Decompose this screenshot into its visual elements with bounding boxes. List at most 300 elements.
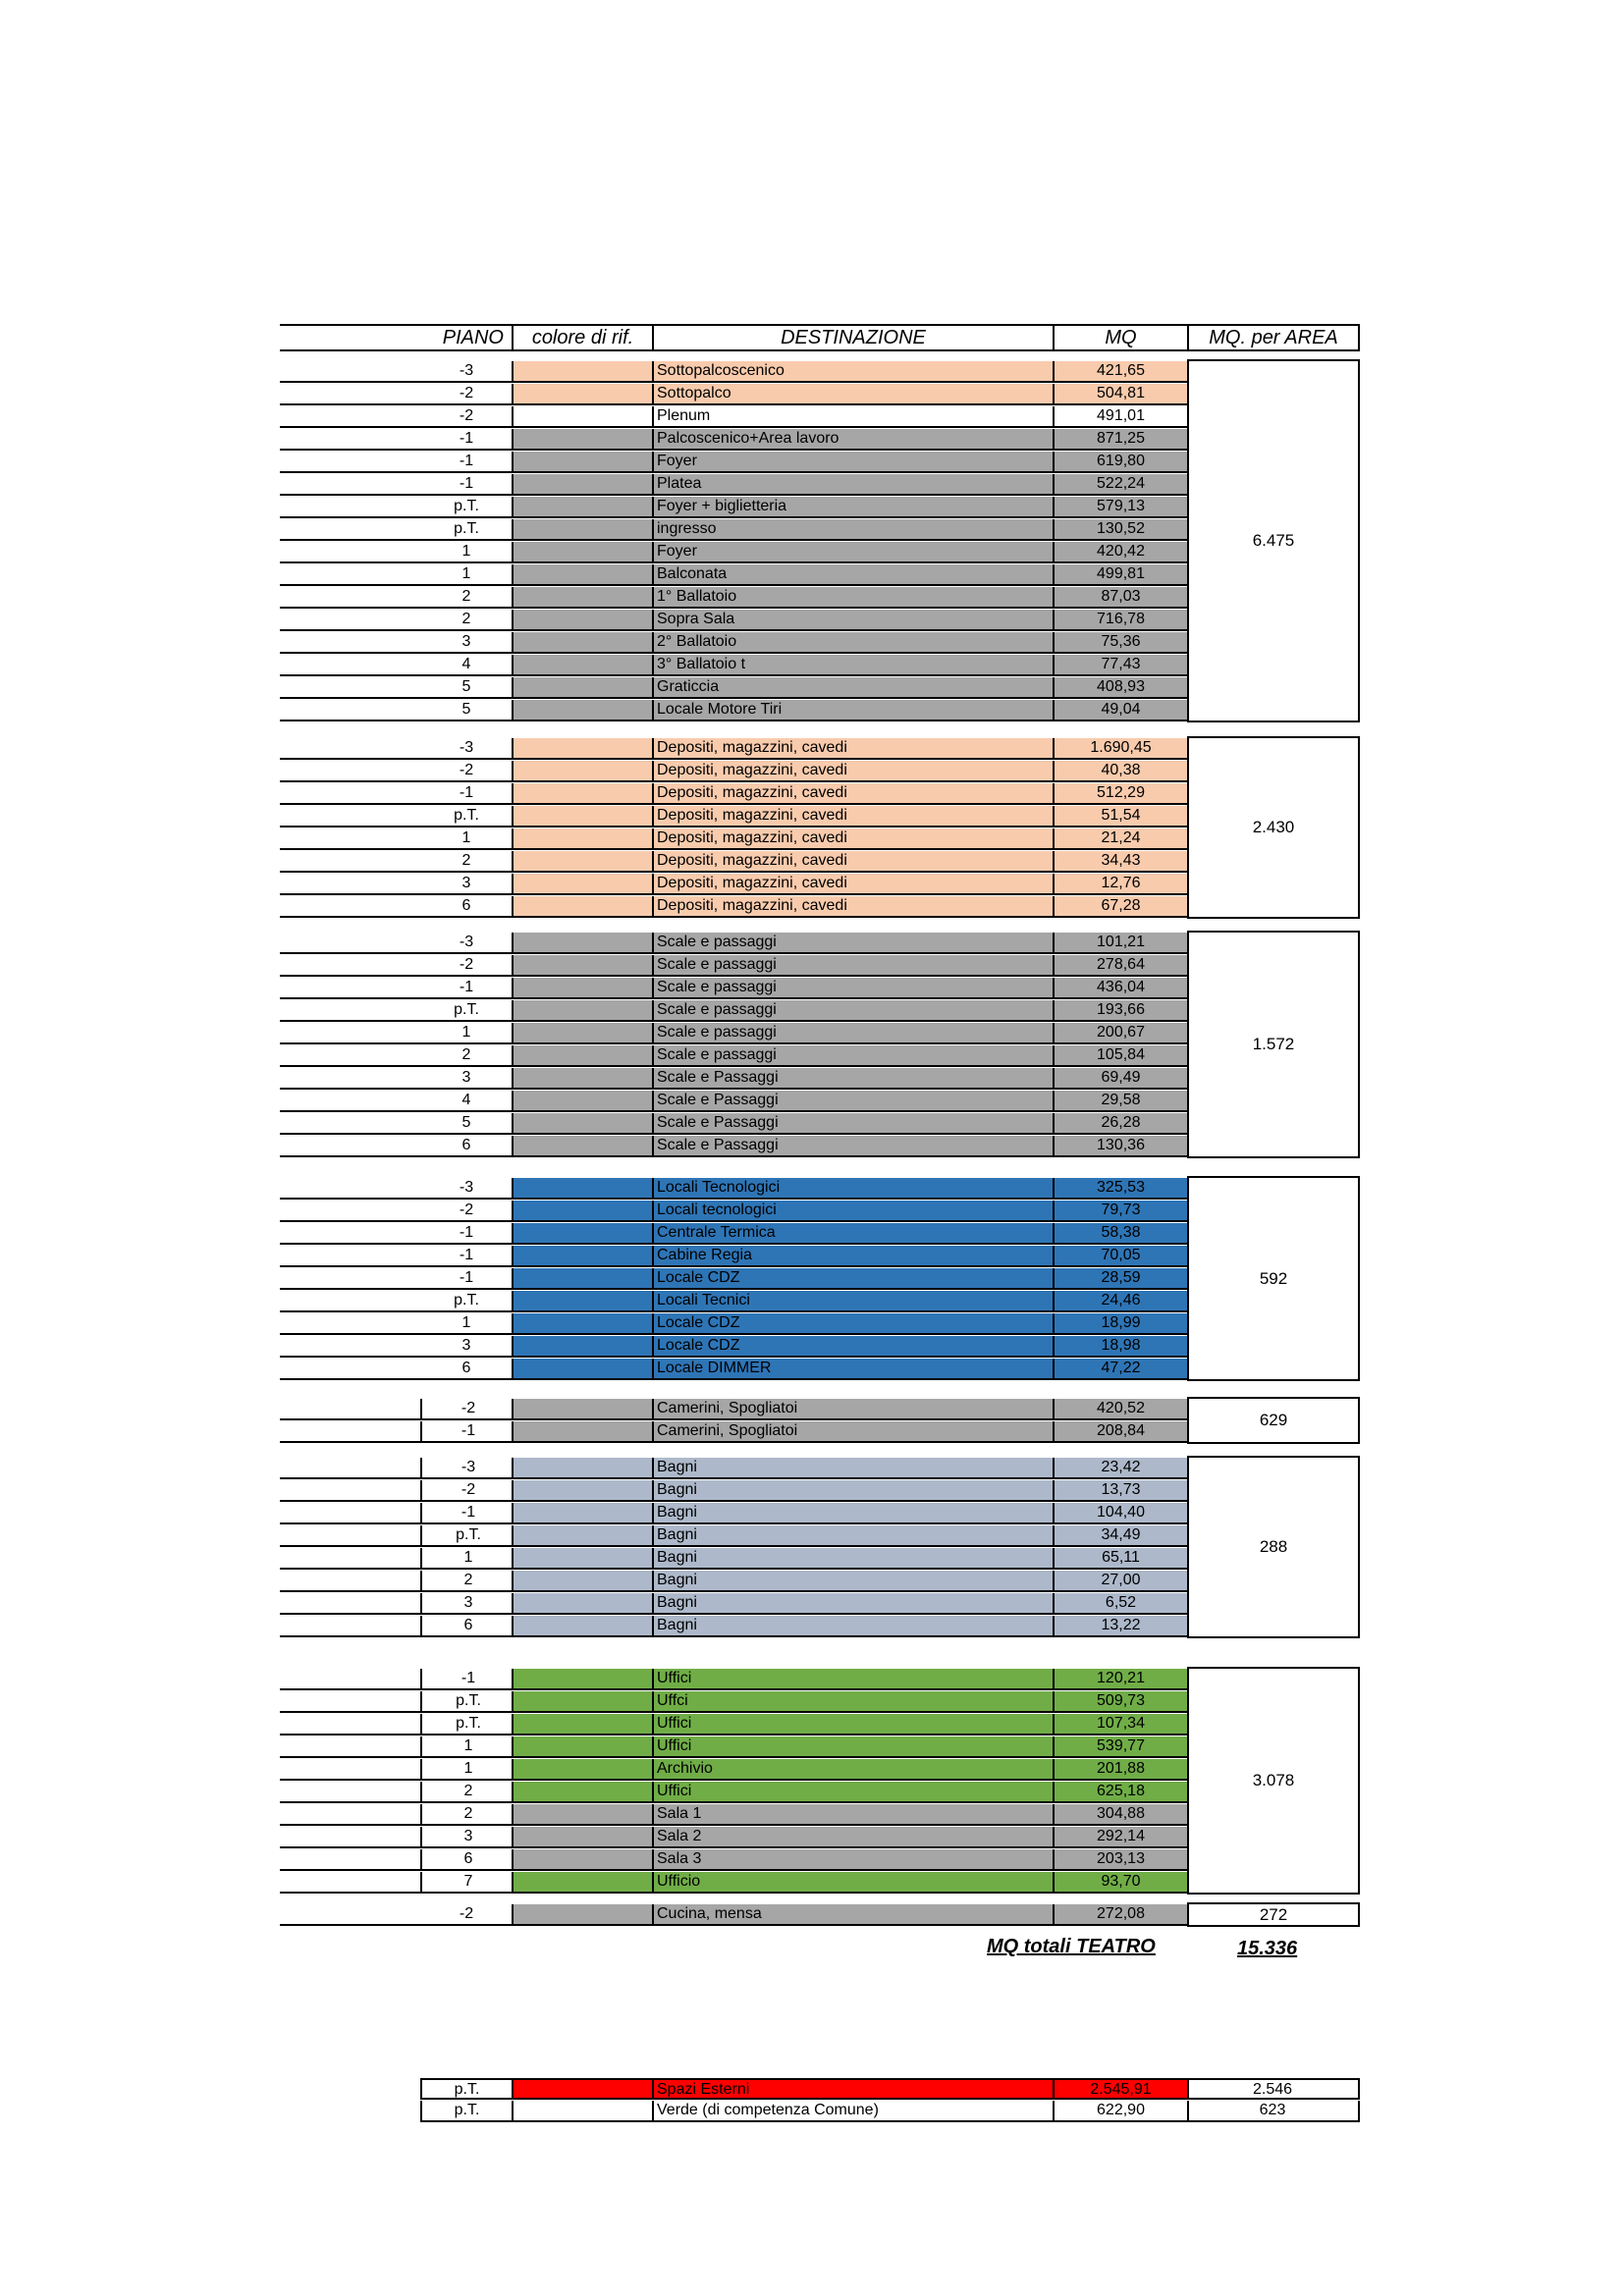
piano-cell — [280, 610, 512, 631]
area-total: 1.572 — [1187, 931, 1360, 1158]
piano-value: -2 — [459, 385, 474, 401]
piano-value: 2 — [461, 611, 471, 627]
mq-cell: 436,04 — [1053, 978, 1189, 999]
color-swatch — [512, 1503, 654, 1524]
piano-cell — [280, 384, 512, 405]
piano-cell — [280, 429, 512, 451]
color-swatch — [512, 519, 654, 541]
destination-cell: Sottopalco — [652, 384, 1055, 405]
color-swatch — [512, 933, 654, 954]
color-swatch — [512, 1525, 654, 1547]
piano-value: 2 — [461, 588, 471, 605]
destination-cell: Scale e passaggi — [652, 933, 1055, 954]
piano-cell — [280, 761, 512, 782]
mq-cell: 67,28 — [1053, 896, 1189, 918]
area-total: 6.475 — [1187, 359, 1360, 722]
piano-value: -3 — [459, 934, 474, 950]
piano-cell — [280, 851, 512, 873]
color-swatch — [512, 1113, 654, 1135]
piano-value: 1 — [461, 829, 471, 846]
piano-value: -2 — [459, 1905, 474, 1922]
piano-cell — [280, 1068, 512, 1090]
area-total: 3.078 — [1187, 1667, 1360, 1895]
destination-cell: Spazi Esterni — [652, 2078, 1055, 2100]
mq-cell: 120,21 — [1053, 1669, 1189, 1690]
destination-cell: Sala 2 — [652, 1827, 1055, 1848]
mq-cell: 70,05 — [1053, 1246, 1189, 1267]
color-swatch — [512, 978, 654, 999]
destination-cell: Bagni — [652, 1480, 1055, 1502]
piano-cell — [280, 1313, 512, 1335]
piano-value: 1 — [461, 1314, 471, 1331]
color-swatch — [512, 2078, 654, 2100]
piano-value: 2 — [463, 1783, 473, 1799]
row-leader — [280, 1827, 420, 1848]
mq-cell: 28,59 — [1053, 1268, 1189, 1290]
piano-value: 2 — [463, 1805, 473, 1822]
piano-value: 1 — [461, 565, 471, 582]
piano-cell — [280, 738, 512, 760]
color-swatch — [512, 828, 654, 850]
color-swatch — [512, 1201, 654, 1222]
piano-value: 1 — [461, 543, 471, 560]
piano-cell — [280, 1291, 512, 1312]
color-swatch — [512, 497, 654, 518]
mq-cell: 200,67 — [1053, 1023, 1189, 1044]
piano-cell — [280, 1023, 512, 1044]
destination-cell: Locale DIMMER — [652, 1359, 1055, 1380]
color-swatch — [512, 1045, 654, 1067]
color-swatch — [512, 1313, 654, 1335]
piano-value: 5 — [461, 678, 471, 695]
mq-cell: 21,24 — [1053, 828, 1189, 850]
piano-value: 2 — [461, 852, 471, 869]
mq-cell: 625,18 — [1053, 1782, 1189, 1803]
piano-value: 4 — [461, 656, 471, 672]
piano-value: 6 — [461, 897, 471, 914]
mq-cell: 18,98 — [1053, 1336, 1189, 1358]
destination-cell: Scale e passaggi — [652, 978, 1055, 999]
color-swatch — [512, 384, 654, 405]
color-swatch — [512, 1759, 654, 1781]
mq-cell: 579,13 — [1053, 497, 1189, 518]
piano-value: -1 — [460, 1504, 476, 1521]
color-swatch — [512, 361, 654, 383]
piano-value: -1 — [459, 1269, 474, 1286]
color-swatch — [512, 1291, 654, 1312]
area-total: 272 — [1187, 1902, 1360, 1927]
row-leader — [280, 1399, 420, 1420]
mq-cell: 716,78 — [1053, 610, 1189, 631]
row-leader — [280, 1691, 420, 1713]
piano-cell — [420, 1669, 512, 1690]
destination-cell: Camerini, Spogliatoi — [652, 1399, 1055, 1420]
color-swatch — [512, 655, 654, 676]
piano-value: 1 — [461, 1024, 471, 1041]
piano-value: -3 — [459, 1179, 474, 1196]
piano-value: p.T. — [454, 498, 479, 514]
destination-cell: Locale CDZ — [652, 1268, 1055, 1290]
piano-cell — [280, 978, 512, 999]
piano-cell — [280, 1359, 512, 1380]
color-swatch — [512, 1000, 654, 1022]
mq-cell: 49,04 — [1053, 700, 1189, 721]
destination-cell: Depositi, magazzini, cavedi — [652, 851, 1055, 873]
mq-cell: 24,46 — [1053, 1291, 1189, 1312]
mq-cell: 93,70 — [1053, 1872, 1189, 1894]
color-swatch — [512, 429, 654, 451]
mq-cell: 420,42 — [1053, 542, 1189, 563]
mq-cell: 26,28 — [1053, 1113, 1189, 1135]
mq-cell: 79,73 — [1053, 1201, 1189, 1222]
destination-cell: Depositi, magazzini, cavedi — [652, 896, 1055, 918]
color-swatch — [512, 874, 654, 895]
piano-value: p.T. — [456, 1526, 481, 1543]
piano-cell — [420, 1759, 512, 1781]
piano-cell — [420, 1827, 512, 1848]
color-swatch — [512, 1136, 654, 1157]
color-swatch — [512, 1872, 654, 1894]
row-leader — [280, 1593, 420, 1615]
mq-cell: 104,40 — [1053, 1503, 1189, 1524]
color-swatch — [512, 1804, 654, 1826]
row-leader — [280, 1503, 420, 1524]
piano-cell — [420, 1571, 512, 1592]
piano-value: 1 — [463, 1549, 473, 1566]
mq-cell: 292,14 — [1053, 1827, 1189, 1848]
piano-cell — [420, 1458, 512, 1479]
color-swatch — [512, 1593, 654, 1615]
color-swatch — [512, 738, 654, 760]
mq-cell: 619,80 — [1053, 452, 1189, 473]
destination-cell: Bagni — [652, 1593, 1055, 1615]
color-swatch — [512, 700, 654, 721]
piano-value: p.T. — [454, 807, 479, 824]
mq-cell: 130,52 — [1053, 519, 1189, 541]
mq-cell: 105,84 — [1053, 1045, 1189, 1067]
row-leader — [280, 1804, 420, 1826]
row-leader — [280, 1782, 420, 1803]
piano-cell — [420, 1691, 512, 1713]
color-swatch — [512, 452, 654, 473]
destination-cell: Locale CDZ — [652, 1313, 1055, 1335]
color-swatch — [512, 406, 654, 428]
destination-cell: Palcoscenico+Area lavoro — [652, 429, 1055, 451]
piano-cell — [280, 1336, 512, 1358]
area-total: 2.430 — [1187, 736, 1360, 919]
piano-cell — [280, 452, 512, 473]
row-leader — [280, 1548, 420, 1570]
piano-cell: p.T. — [420, 2101, 512, 2122]
piano-value: -1 — [459, 1224, 474, 1241]
mq-cell: 75,36 — [1053, 632, 1189, 654]
destination-cell: Sopra Sala — [652, 610, 1055, 631]
mq-cell: 325,53 — [1053, 1178, 1189, 1200]
color-swatch — [512, 1571, 654, 1592]
destination-cell: Depositi, magazzini, cavedi — [652, 874, 1055, 895]
piano-cell — [280, 474, 512, 496]
piano-value: 6 — [463, 1850, 473, 1867]
destination-cell: Scale e Passaggi — [652, 1068, 1055, 1090]
piano-value: 3 — [461, 633, 471, 650]
color-swatch — [512, 761, 654, 782]
piano-cell — [280, 933, 512, 954]
mq-cell: 34,43 — [1053, 851, 1189, 873]
piano-value: -1 — [459, 430, 474, 447]
color-swatch — [512, 1268, 654, 1290]
total-label: MQ totali TEATRO — [987, 1936, 1156, 1957]
color-swatch — [512, 851, 654, 873]
destination-cell: Bagni — [652, 1616, 1055, 1637]
area-total: 592 — [1187, 1176, 1360, 1381]
area-total: 2.546 — [1187, 2078, 1360, 2100]
row-leader — [280, 1736, 420, 1758]
destination-cell: Ufficio — [652, 1872, 1055, 1894]
color-swatch — [512, 1691, 654, 1713]
mq-cell: 107,34 — [1053, 1714, 1189, 1735]
mq-cell: 69,49 — [1053, 1068, 1189, 1090]
piano-cell — [280, 542, 512, 563]
color-swatch — [512, 1827, 654, 1848]
destination-cell: Bagni — [652, 1525, 1055, 1547]
piano-value: 1 — [463, 1737, 473, 1754]
destination-cell: Plenum — [652, 406, 1055, 428]
piano-value: -2 — [460, 1400, 476, 1416]
piano-value: 4 — [461, 1092, 471, 1108]
piano-cell — [280, 1091, 512, 1112]
color-swatch — [512, 1548, 654, 1570]
mq-cell: 18,99 — [1053, 1313, 1189, 1335]
piano-cell — [420, 1849, 512, 1871]
piano-cell — [280, 896, 512, 918]
color-swatch — [512, 1091, 654, 1112]
destination-cell: Depositi, magazzini, cavedi — [652, 738, 1055, 760]
mq-cell: 272,08 — [1053, 1904, 1189, 1926]
destination-cell: Cabine Regia — [652, 1246, 1055, 1267]
destination-cell: 2° Ballatoio — [652, 632, 1055, 654]
destination-cell: Foyer — [652, 452, 1055, 473]
destination-cell: Locali Tecnici — [652, 1291, 1055, 1312]
header-piano: PIANO — [280, 324, 514, 351]
piano-cell — [280, 1000, 512, 1022]
piano-cell — [420, 1872, 512, 1894]
piano-value: 6 — [463, 1617, 473, 1633]
destination-cell: 3° Ballatoio t — [652, 655, 1055, 676]
piano-value: 3 — [463, 1828, 473, 1844]
color-swatch — [512, 955, 654, 977]
destination-cell: Scale e Passaggi — [652, 1091, 1055, 1112]
piano-cell — [280, 1223, 512, 1245]
mq-cell: 278,64 — [1053, 955, 1189, 977]
mq-cell: 58,38 — [1053, 1223, 1189, 1245]
color-swatch — [512, 1359, 654, 1380]
destination-cell: Archivio — [652, 1759, 1055, 1781]
mq-cell: 499,81 — [1053, 564, 1189, 586]
mq-cell: 509,73 — [1053, 1691, 1189, 1713]
destination-cell: Depositi, magazzini, cavedi — [652, 761, 1055, 782]
mq-cell: 420,52 — [1053, 1399, 1189, 1420]
piano-value: -2 — [459, 956, 474, 973]
color-swatch — [512, 1669, 654, 1690]
piano-cell — [420, 1421, 512, 1443]
color-swatch — [512, 2101, 654, 2122]
destination-cell: Camerini, Spogliatoi — [652, 1421, 1055, 1443]
destination-cell: Centrale Termica — [652, 1223, 1055, 1245]
destination-cell: Sala 1 — [652, 1804, 1055, 1826]
destination-cell: Uffici — [652, 1714, 1055, 1735]
piano-cell — [420, 1399, 512, 1420]
row-leader — [280, 1458, 420, 1479]
mq-cell: 871,25 — [1053, 429, 1189, 451]
destination-cell: Locali tecnologici — [652, 1201, 1055, 1222]
destination-cell: Depositi, magazzini, cavedi — [652, 783, 1055, 805]
color-swatch — [512, 806, 654, 828]
piano-value: 2 — [461, 1046, 471, 1063]
mq-cell: 101,21 — [1053, 933, 1189, 954]
piano-value: -3 — [460, 1459, 476, 1475]
piano-value: -2 — [459, 407, 474, 424]
piano-value: 3 — [461, 875, 471, 891]
piano-cell — [420, 1480, 512, 1502]
destination-cell: Graticcia — [652, 677, 1055, 699]
header-destinazione: DESTINAZIONE — [652, 324, 1055, 351]
destination-cell: Cucina, mensa — [652, 1904, 1055, 1926]
mq-cell: 51,54 — [1053, 806, 1189, 828]
destination-cell: Depositi, magazzini, cavedi — [652, 806, 1055, 828]
destination-cell: Uffici — [652, 1736, 1055, 1758]
piano-cell — [280, 1201, 512, 1222]
destination-cell: Sottopalcoscenico — [652, 361, 1055, 383]
mq-cell: 13,22 — [1053, 1616, 1189, 1637]
area-total: 629 — [1187, 1397, 1360, 1444]
destination-cell: Scale e passaggi — [652, 1023, 1055, 1044]
color-swatch — [512, 1616, 654, 1637]
piano-cell — [280, 587, 512, 609]
destination-cell: Locale CDZ — [652, 1336, 1055, 1358]
piano-value: 3 — [463, 1594, 473, 1611]
piano-value: -2 — [459, 762, 474, 778]
piano-cell: p.T. — [420, 2078, 512, 2100]
mq-cell: 27,00 — [1053, 1571, 1189, 1592]
row-leader — [280, 1571, 420, 1592]
piano-value: p.T. — [454, 1292, 479, 1308]
piano-cell — [420, 1503, 512, 1524]
color-swatch — [512, 1336, 654, 1358]
color-swatch — [512, 1480, 654, 1502]
total-value: 15.336 — [1237, 1938, 1298, 1959]
color-swatch — [512, 1736, 654, 1758]
color-swatch — [512, 542, 654, 563]
piano-cell — [280, 783, 512, 805]
piano-cell — [420, 1782, 512, 1803]
piano-cell — [280, 1113, 512, 1135]
piano-cell — [280, 828, 512, 850]
piano-cell — [280, 632, 512, 654]
mq-cell: 522,24 — [1053, 474, 1189, 496]
piano-value: -3 — [459, 362, 474, 379]
piano-value: 5 — [461, 1114, 471, 1131]
destination-cell: Scale e passaggi — [652, 955, 1055, 977]
piano-cell — [280, 1904, 512, 1926]
destination-cell: Depositi, magazzini, cavedi — [652, 828, 1055, 850]
row-leader — [280, 1421, 420, 1443]
piano-value: -1 — [459, 475, 474, 492]
mq-cell: 29,58 — [1053, 1091, 1189, 1112]
piano-cell — [280, 361, 512, 383]
mq-cell: 47,22 — [1053, 1359, 1189, 1380]
color-swatch — [512, 632, 654, 654]
piano-value: p.T. — [454, 1001, 479, 1018]
piano-value: -2 — [459, 1201, 474, 1218]
mq-cell: 622,90 — [1053, 2101, 1189, 2122]
piano-cell — [280, 564, 512, 586]
mq-cell: 193,66 — [1053, 1000, 1189, 1022]
piano-value: 2 — [463, 1572, 473, 1588]
color-swatch — [512, 474, 654, 496]
piano-cell — [420, 1714, 512, 1735]
color-swatch — [512, 587, 654, 609]
piano-value: -3 — [459, 739, 474, 756]
destination-cell: Bagni — [652, 1571, 1055, 1592]
mq-cell: 13,73 — [1053, 1480, 1189, 1502]
mq-cell: 130,36 — [1053, 1136, 1189, 1157]
mq-cell: 421,65 — [1053, 361, 1189, 383]
destination-cell: Sala 3 — [652, 1849, 1055, 1871]
mq-cell: 6,52 — [1053, 1593, 1189, 1615]
color-swatch — [512, 1246, 654, 1267]
color-swatch — [512, 1223, 654, 1245]
row-leader — [280, 1480, 420, 1502]
destination-cell: Balconata — [652, 564, 1055, 586]
destination-cell: Scale e passaggi — [652, 1045, 1055, 1067]
piano-value: -1 — [460, 1670, 476, 1686]
piano-value: -1 — [459, 979, 474, 995]
piano-value: 3 — [461, 1337, 471, 1354]
mq-cell: 201,88 — [1053, 1759, 1189, 1781]
destination-cell: 1° Ballatoio — [652, 587, 1055, 609]
piano-cell — [420, 1525, 512, 1547]
piano-cell — [280, 1136, 512, 1157]
color-swatch — [512, 1904, 654, 1926]
piano-cell — [280, 700, 512, 721]
piano-value: 6 — [461, 1360, 471, 1376]
destination-cell: ingresso — [652, 519, 1055, 541]
area-total: 288 — [1187, 1456, 1360, 1638]
piano-value: -1 — [459, 453, 474, 469]
destination-cell: Bagni — [652, 1548, 1055, 1570]
mq-cell: 34,49 — [1053, 1525, 1189, 1547]
color-swatch — [512, 1399, 654, 1420]
piano-value: 1 — [463, 1760, 473, 1777]
color-swatch — [512, 1849, 654, 1871]
piano-cell — [280, 874, 512, 895]
destination-cell: Locali Tecnologici — [652, 1178, 1055, 1200]
color-swatch — [512, 610, 654, 631]
color-swatch — [512, 1782, 654, 1803]
piano-value: -1 — [459, 1247, 474, 1263]
piano-value: -1 — [460, 1422, 476, 1439]
piano-cell — [420, 1548, 512, 1570]
destination-cell: Scale e passaggi — [652, 1000, 1055, 1022]
color-swatch — [512, 1714, 654, 1735]
mq-cell: 23,42 — [1053, 1458, 1189, 1479]
piano-value: -1 — [459, 784, 474, 801]
piano-value: 3 — [461, 1069, 471, 1086]
header-colore: colore di rif. — [512, 324, 654, 351]
color-swatch — [512, 1023, 654, 1044]
color-swatch — [512, 1458, 654, 1479]
piano-cell — [280, 677, 512, 699]
